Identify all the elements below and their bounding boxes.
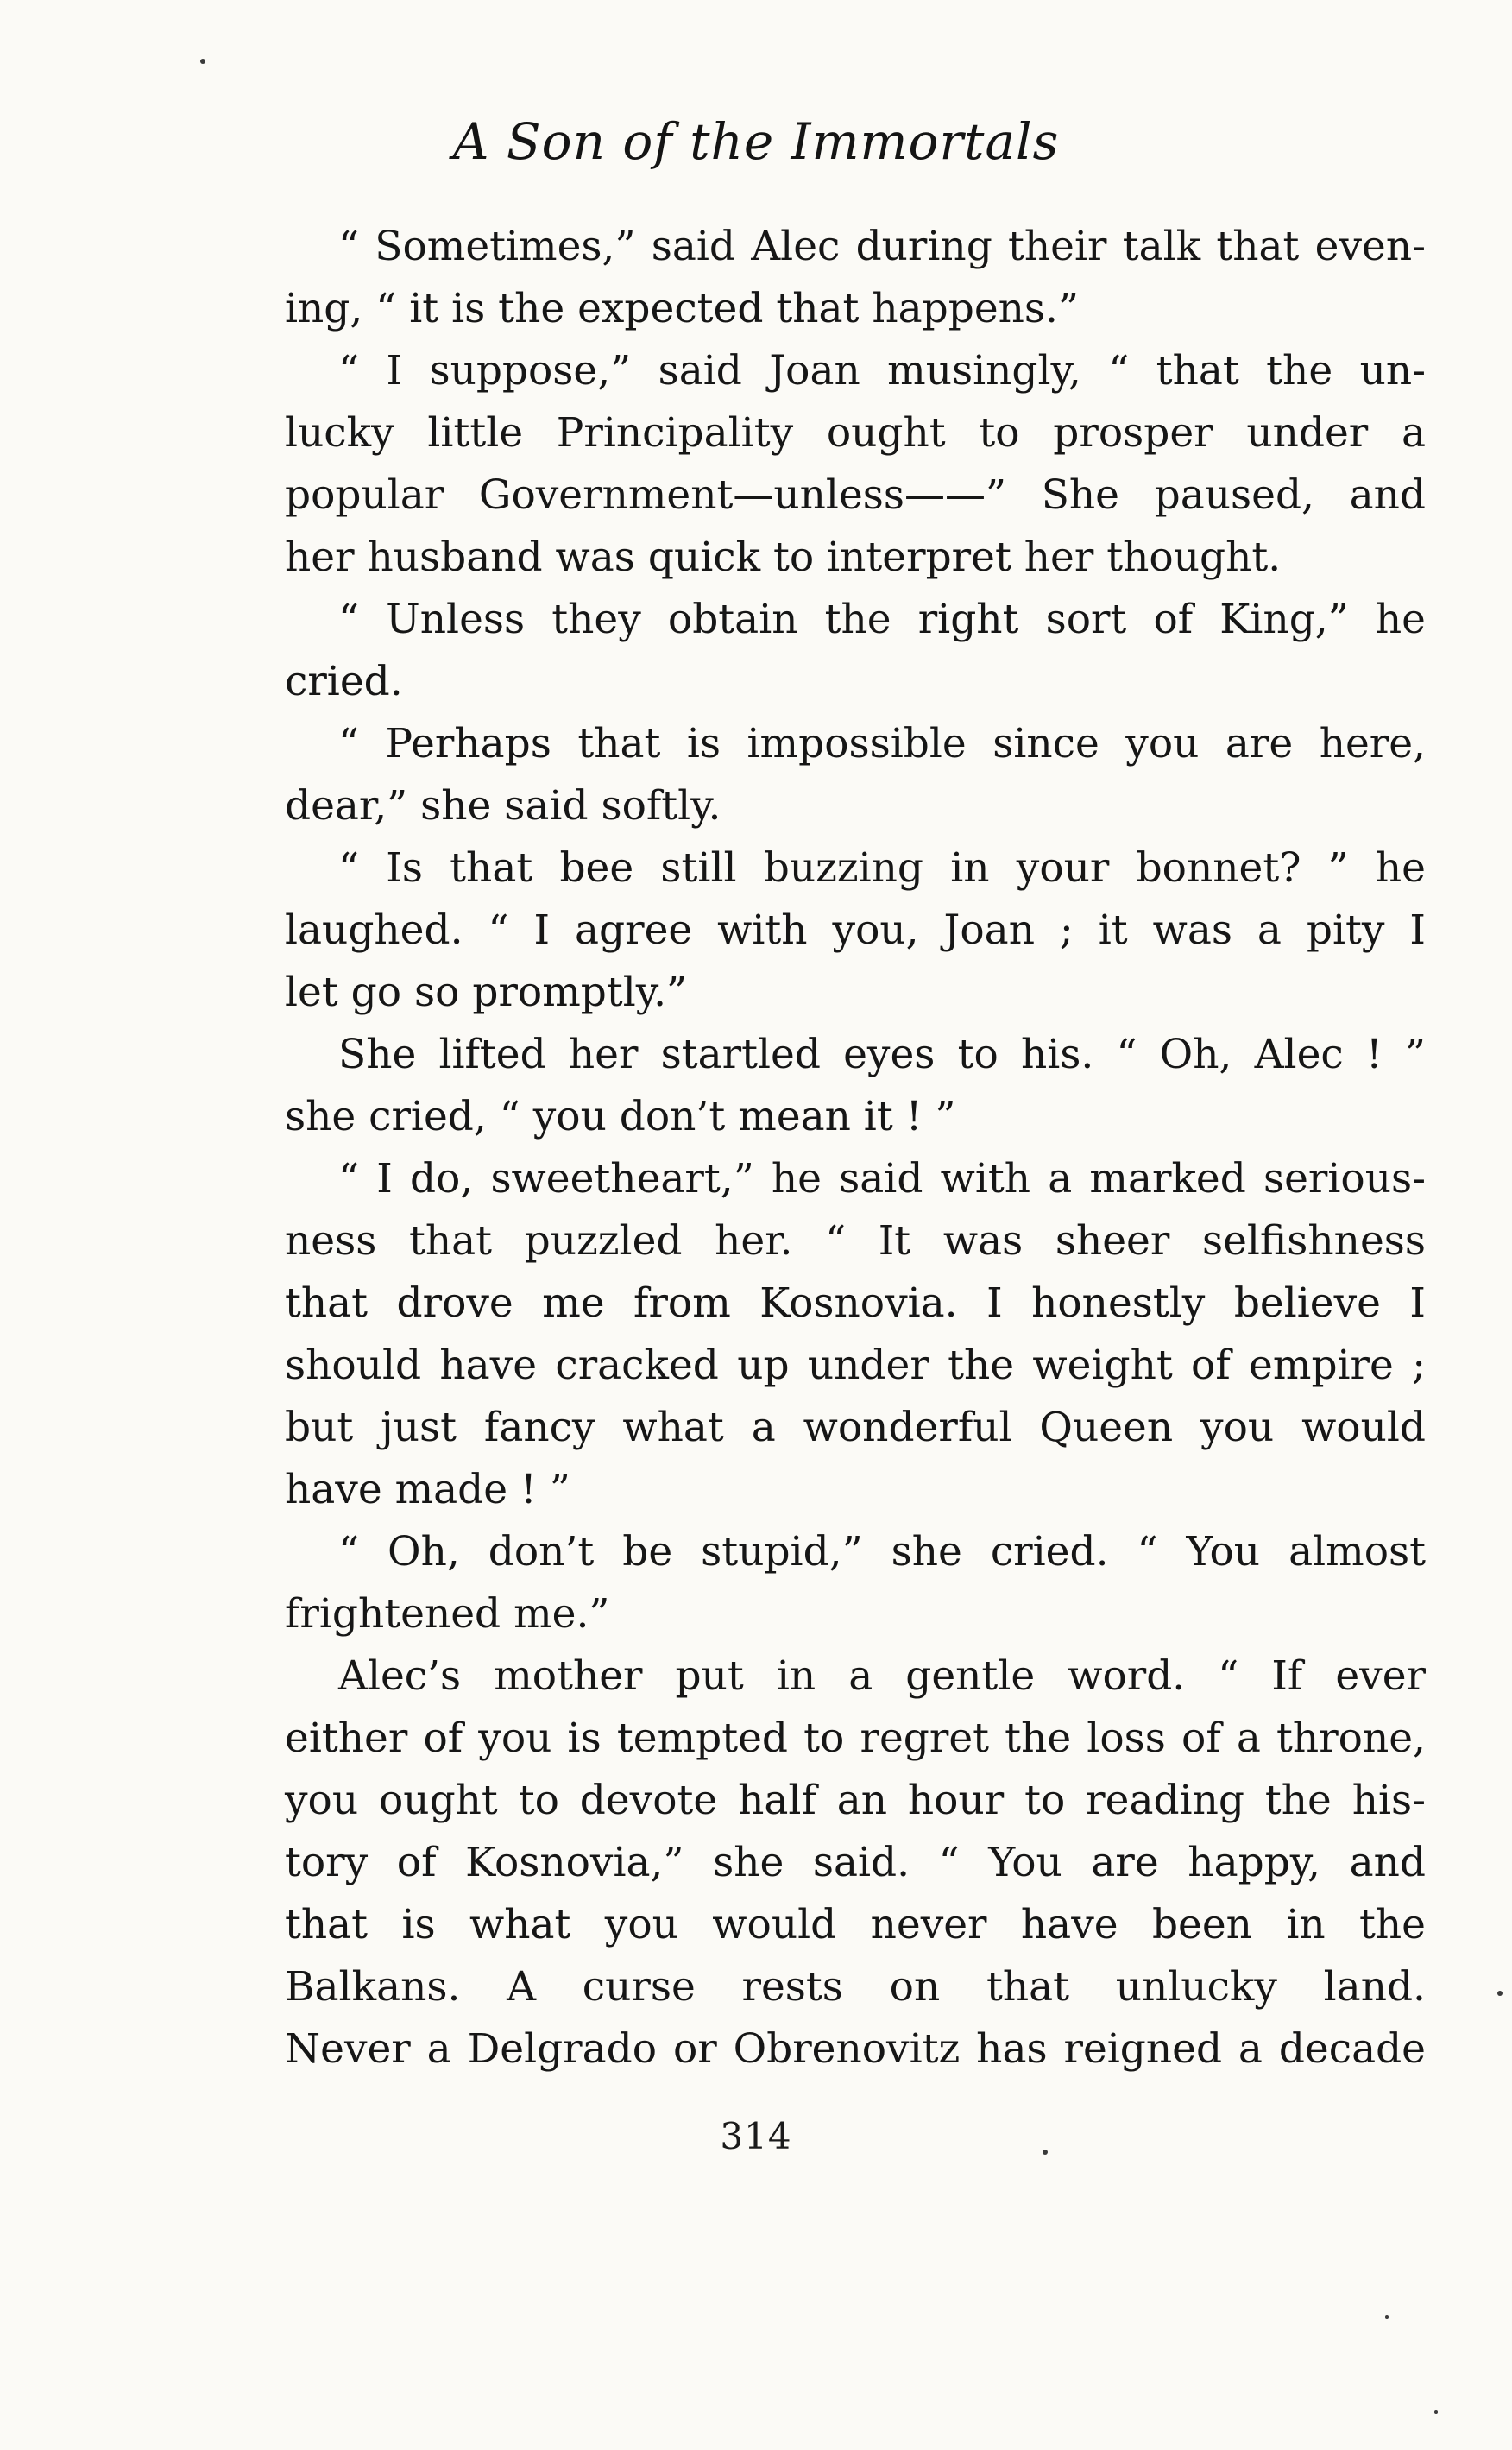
scan-speck	[1043, 2150, 1048, 2155]
text-line: “ Perhaps that is impossible since you are here,	[338, 720, 1426, 767]
text-line: popular Government—unless——” She paused, and	[285, 471, 1426, 519]
page-number: 314	[720, 2115, 792, 2157]
text-line: “ Unless they obtain the right sort of King,” he	[338, 596, 1426, 643]
text-line: dear,” she said softly.	[285, 782, 721, 830]
running-head: A Son of the Immortals	[452, 112, 1060, 171]
text-line: ing, “ it is the expected that happens.”	[285, 285, 1080, 332]
text-line: either of you is tempted to regret the loss of a throne,	[285, 1714, 1426, 1762]
text-line: tory of Kosnovia,” she said. “ You are happy, and	[285, 1839, 1426, 1886]
text-line: “ Sometimes,” said Alec during their talk that even-	[338, 223, 1426, 270]
text-line: lucky little Principality ought to prosper under a	[285, 409, 1426, 457]
body-text	[285, 216, 1426, 2081]
text-line: “ I suppose,” said Joan musingly, “ that the un-	[338, 347, 1426, 395]
text-line: she cried, “ you don’t mean it ! ”	[285, 1093, 956, 1140]
text-line: Never a Delgrado or Obrenovitz has reigned a decade	[285, 2025, 1426, 2073]
text-line: but just fancy what a wonderful Queen you would	[285, 1404, 1426, 1451]
scan-speck	[1497, 1991, 1503, 1996]
text-line: have made ! ”	[285, 1466, 570, 1513]
text-line: “ Oh, don’t be stupid,” she cried. “ You almost	[338, 1528, 1426, 1575]
text-line: Balkans. A curse rests on that unlucky land.	[285, 1963, 1426, 2011]
text-line: let go so promptly.”	[285, 969, 688, 1016]
text-line: laughed. “ I agree with you, Joan ; it was a pity I	[285, 906, 1426, 954]
scan-speck	[1385, 2315, 1389, 2319]
text-line: that is what you would never have been in the	[285, 1901, 1426, 1948]
text-line: ness that puzzled her. “ It was sheer selfishness	[285, 1217, 1426, 1265]
scan-speck	[200, 59, 205, 64]
text-line: you ought to devote half an hour to reading the his-	[285, 1777, 1426, 1824]
text-line: frightened me.”	[285, 1590, 610, 1638]
text-line: her husband was quick to interpret her thought.	[285, 534, 1282, 581]
text-line: should have cracked up under the weight of empire ;	[285, 1342, 1426, 1389]
text-line: “ I do, sweetheart,” he said with a marked serious-	[338, 1155, 1426, 1203]
text-line: “ Is that bee still buzzing in your bonnet? ” he	[338, 844, 1426, 892]
text-line: Alec’s mother put in a gentle word. “ If ever	[338, 1652, 1426, 1700]
text-line: She lifted her startled eyes to his. “ Oh, Alec ! ”	[338, 1031, 1426, 1078]
text-line: cried.	[285, 658, 403, 705]
text-line: that drove me from Kosnovia. I honestly believe I	[285, 1279, 1426, 1327]
scan-speck	[1434, 2410, 1438, 2414]
